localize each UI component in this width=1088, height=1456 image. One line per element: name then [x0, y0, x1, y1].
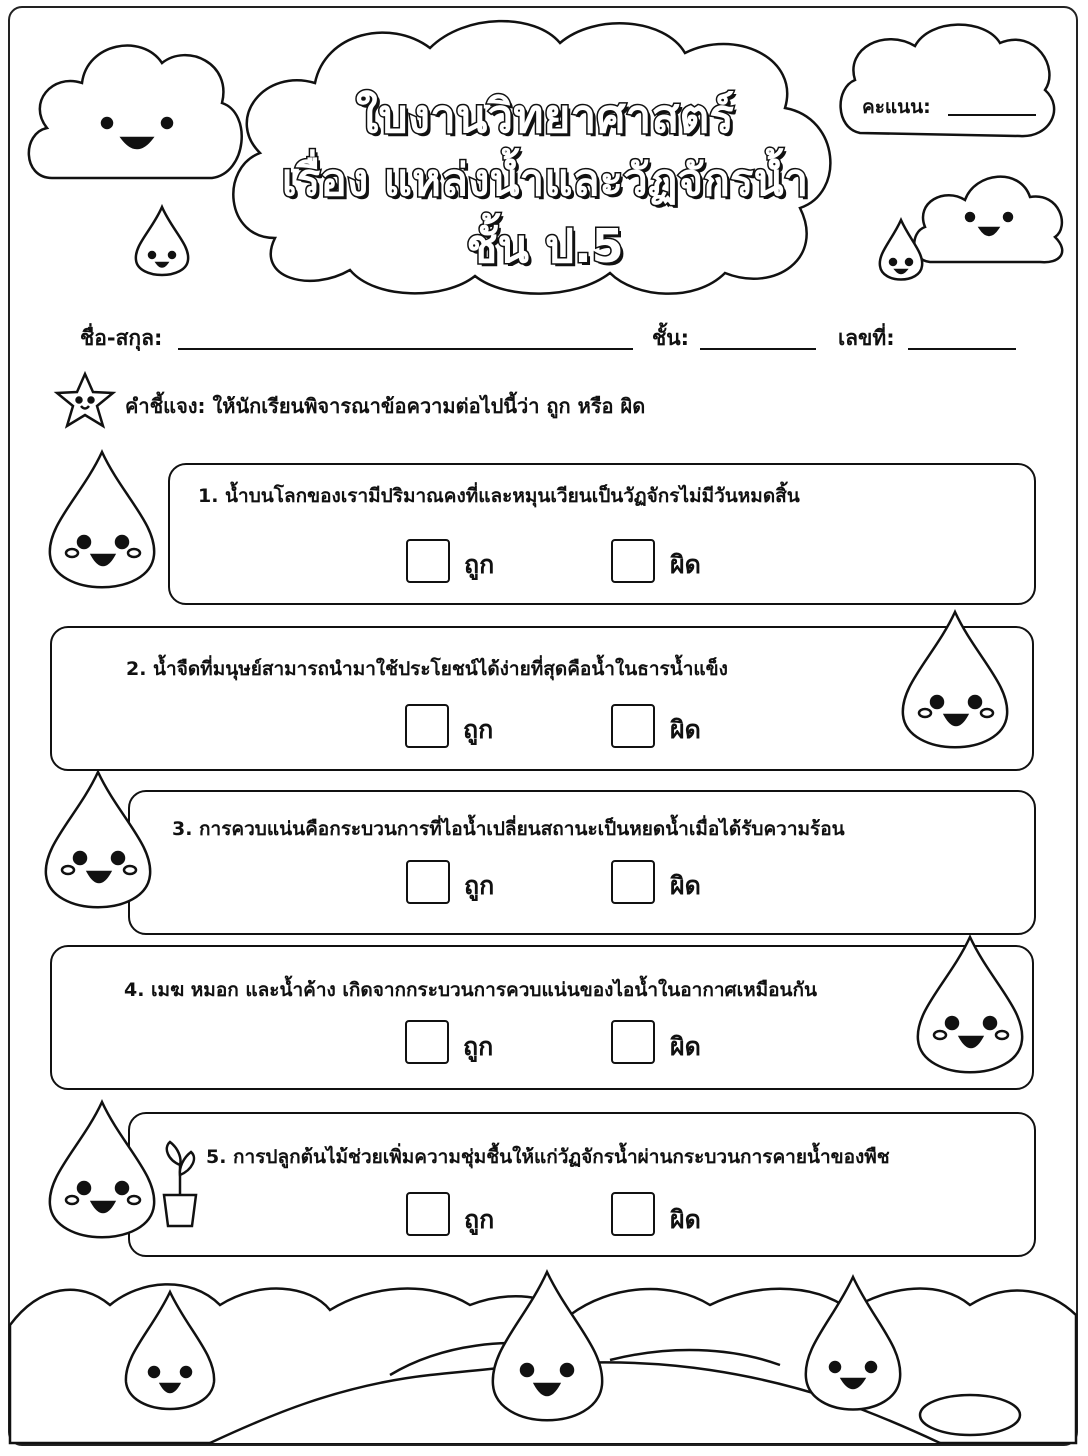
water-drop-mascot-2 [895, 610, 1025, 760]
question-1-text: 1. น้ำบนโลกของเรามีปริมาณคงที่และหมุนเวียนเป็นวัฏจักรไม่มีวันหมดสิ้น [198, 485, 800, 507]
water-drop-mascot-1 [42, 450, 172, 600]
question-5-card [128, 1112, 1036, 1257]
title-line-2: เรื่อง แหล่งน้ำและวัฏจักรน้ำ [281, 155, 809, 206]
score-field [840, 80, 1055, 130]
question-4-false-checkbox[interactable] [611, 1020, 655, 1064]
question-1-false-label: ผิด [670, 550, 701, 579]
name-label: ชื่อ-สกุล: [80, 326, 163, 350]
smiling-cloud-right [910, 162, 1070, 272]
number-blank[interactable] [908, 348, 1016, 350]
question-1-true-checkbox[interactable] [406, 539, 450, 583]
plant-pot-icon [158, 1140, 203, 1230]
question-1-false-checkbox[interactable] [611, 539, 655, 583]
question-1-true-label: ถูก [464, 550, 495, 579]
title-line-3: ชั้น ป.5 [466, 219, 624, 273]
question-2-false-checkbox[interactable] [611, 704, 655, 748]
question-3-true-checkbox[interactable] [406, 860, 450, 904]
score-blank[interactable] [948, 114, 1036, 116]
instruction-text: คำชี้แจง: ให้นักเรียนพิจารณาข้อความต่อไปนี้ว่า ถูก หรือ ผิด [125, 394, 646, 418]
question-2-card [50, 626, 1034, 771]
water-drop-small-right [876, 218, 926, 288]
name-blank[interactable] [178, 348, 633, 350]
water-drop-mascot-bottom-center [485, 1270, 610, 1435]
question-2-false-label: ผิด [670, 715, 701, 744]
question-3-false-label: ผิด [670, 871, 701, 900]
score-label: คะแนน: [862, 96, 931, 118]
title-line-1: ใบงานวิทยาศาสตร์ [355, 89, 735, 143]
question-5-text: 5. การปลูกต้นไม้ช่วยเพิ่มความชุ่มชื้นให้แก่วัฏจักรน้ำผ่านกระบวนการคายน้ำของพืช [206, 1146, 890, 1168]
water-drop-mascot-bottom-left [120, 1290, 220, 1420]
water-drop-mascot-5 [42, 1100, 172, 1250]
question-5-false-label: ผิด [670, 1205, 701, 1234]
question-3-true-label: ถูก [464, 871, 495, 900]
question-4-true-checkbox[interactable] [405, 1020, 449, 1064]
question-1-card [168, 463, 1036, 605]
question-3-card [128, 790, 1036, 935]
water-drop-mascot-3 [38, 770, 168, 920]
question-2-true-label: ถูก [463, 715, 494, 744]
worksheet-title [255, 40, 835, 280]
smiling-cloud-left [22, 28, 252, 188]
number-label: เลขที่: [838, 326, 895, 350]
smiling-star-icon [55, 372, 115, 428]
question-5-true-label: ถูก [464, 1205, 495, 1234]
class-blank[interactable] [700, 348, 816, 350]
question-4-text: 4. เมฆ หมอก และน้ำค้าง เกิดจากกระบวนการควบแน่นของไอน้ำในอากาศเหมือนกัน [124, 979, 818, 1001]
question-4-true-label: ถูก [463, 1032, 494, 1061]
question-5-true-checkbox[interactable] [406, 1192, 450, 1236]
question-2-text: 2. น้ำจืดที่มนุษย์สามารถนำมาใช้ประโยชน์ได้ง่ายที่สุดคือน้ำในธารน้ำแข็ง [126, 658, 728, 680]
question-4-card [50, 945, 1034, 1090]
water-drop-mascot-4 [910, 935, 1040, 1085]
question-3-false-checkbox[interactable] [611, 860, 655, 904]
water-drop-mascot-bottom-right [798, 1275, 908, 1425]
question-3-text: 3. การควบแน่นคือกระบวนการที่ไอน้ำเปลี่ยนสถานะเป็นหยดน้ำเมื่อได้รับความร้อน [172, 818, 845, 840]
question-2-true-checkbox[interactable] [405, 704, 449, 748]
question-4-false-label: ผิด [670, 1032, 701, 1061]
question-5-false-checkbox[interactable] [611, 1192, 655, 1236]
water-drop-small-left [132, 205, 192, 285]
class-label: ชั้น: [652, 326, 690, 350]
